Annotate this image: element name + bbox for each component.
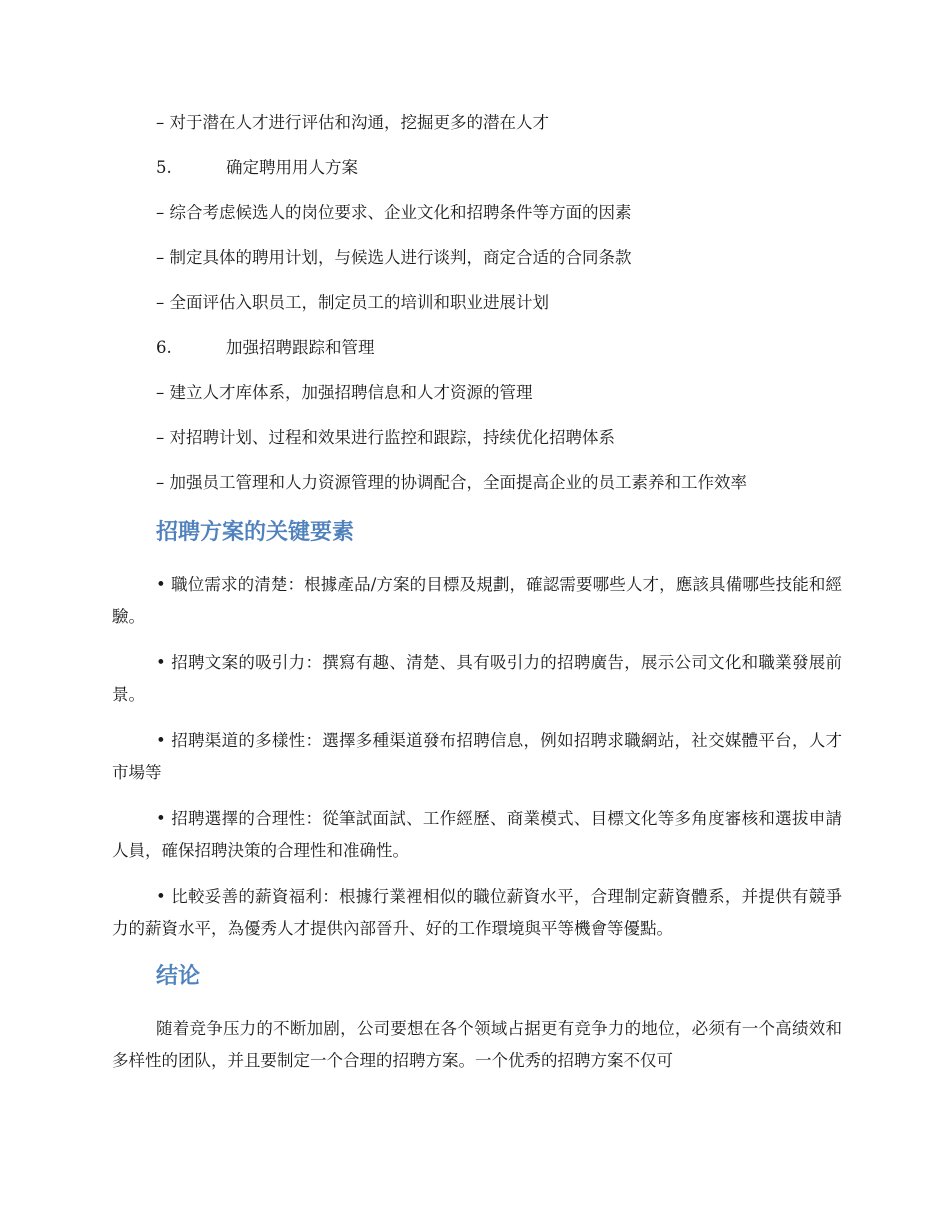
conclusion-paragraph: 随着竞争压力的不断加剧，公司要想在各个领域占据更有竞争力的地位，必须有一个高绩效和多样性的团队，并且要制定一个合理的招聘方案。一个优秀的招聘方案不仅可 bbox=[112, 1019, 842, 1070]
bullet-paragraph: • 招聘渠道的多樣性：選擇多種渠道發布招聘信息，例如招聘求職網站，社交媒體平台，人才市場等 bbox=[112, 731, 842, 782]
step-number: 6. bbox=[156, 338, 172, 357]
step-title: 确定聘用用人方案 bbox=[226, 158, 358, 177]
list-item: – 综合考虑候选人的岗位要求、企业文化和招聘条件等方面的因素 bbox=[156, 203, 632, 222]
bullet-paragraph: • 招聘文案的吸引力：撰寫有趣、清楚、具有吸引力的招聘廣告，展示公司文化和職業發展前景。 bbox=[112, 653, 842, 704]
section-heading: 招聘方案的关键要素 bbox=[156, 520, 355, 545]
list-item: – 对于潜在人才进行评估和沟通，挖掘更多的潜在人才 bbox=[156, 113, 549, 132]
list-item: – 对招聘计划、过程和效果进行监控和跟踪，持续优化招聘体系 bbox=[156, 428, 615, 447]
bullet-paragraph: • 比較妥善的薪資福利：根據行業裡相似的職位薪資水平，合理制定薪資體系，并提供有競爭力的薪資水平，為優秀人才提供內部晉升、好的工作環境與平等機會等優點。 bbox=[112, 887, 842, 938]
list-item: – 制定具体的聘用计划，与候选人进行谈判，商定合适的合同条款 bbox=[156, 248, 632, 267]
list-item: – 全面评估入职员工，制定员工的培训和职业进展计划 bbox=[156, 293, 549, 312]
bullet-paragraph: • 職位需求的清楚：根據產品/方案的目標及規劃，確認需要哪些人才，應該具備哪些技能和經驗。 bbox=[112, 575, 842, 626]
section-heading: 结论 bbox=[156, 964, 201, 989]
list-item: – 建立人才库体系，加强招聘信息和人才资源的管理 bbox=[156, 383, 533, 402]
bullet-paragraph: • 招聘選擇的合理性：從筆試面試、工作經歷、商業模式、目標文化等多角度審核和選拔申請人員，確保招聘決策的合理性和准确性。 bbox=[112, 809, 842, 860]
step-number: 5. bbox=[156, 158, 172, 177]
list-item: – 加强员工管理和人力资源管理的协调配合，全面提高企业的员工素养和工作效率 bbox=[156, 473, 747, 492]
step-title: 加强招聘跟踪和管理 bbox=[226, 338, 375, 357]
